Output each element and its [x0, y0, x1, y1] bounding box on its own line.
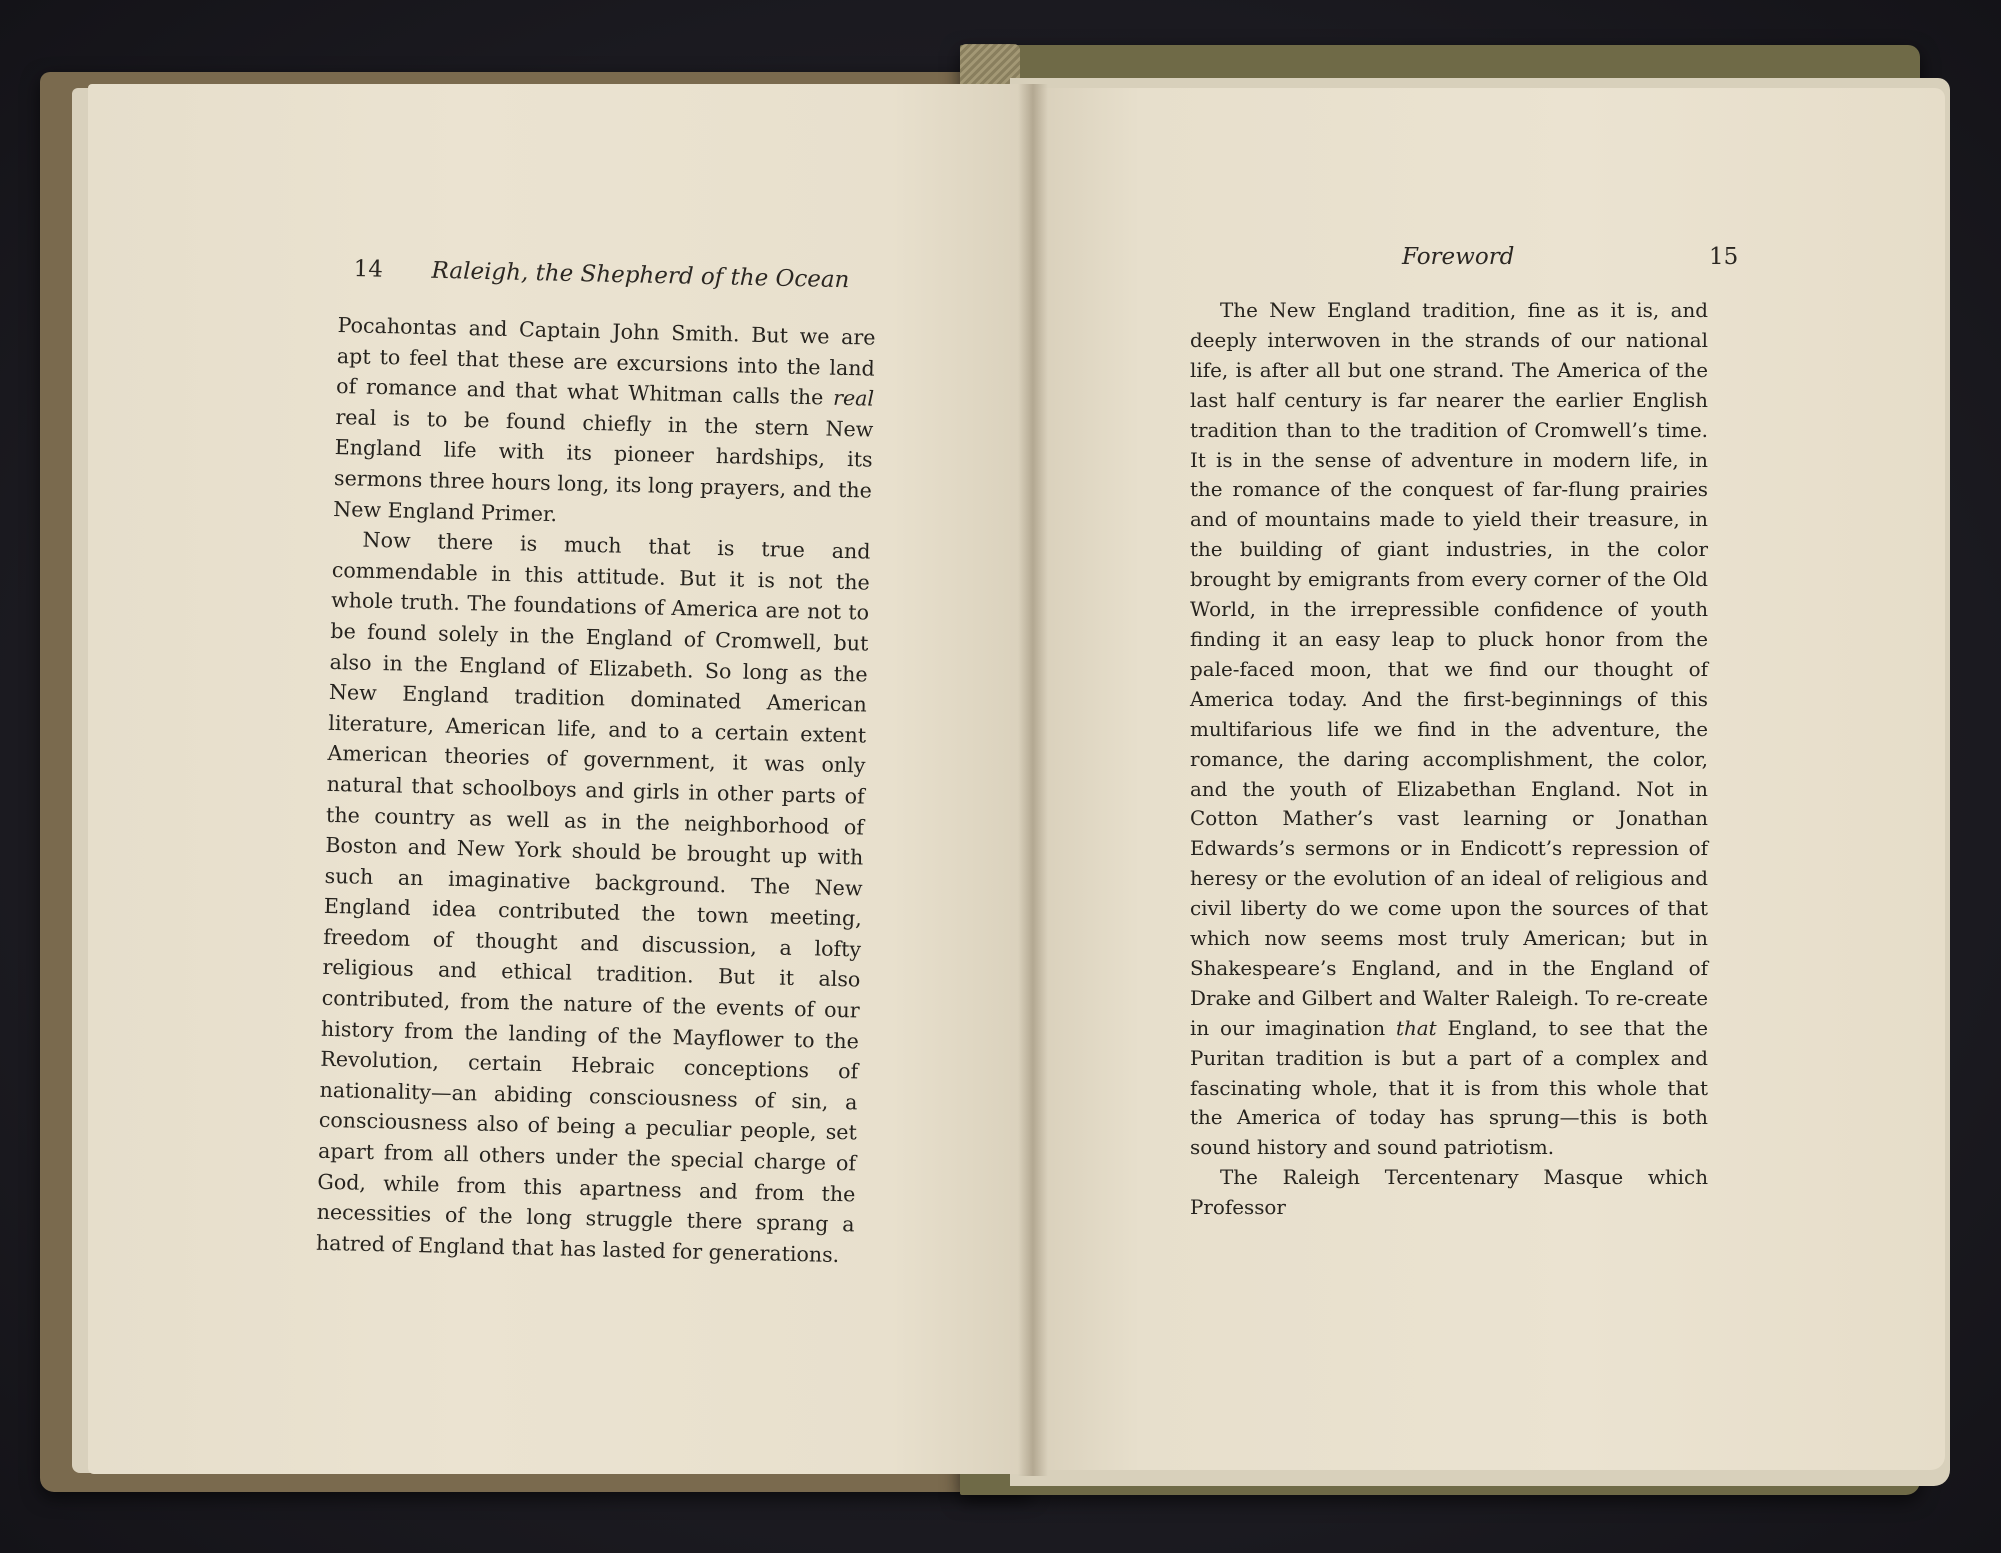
left-paragraph-1: Pocahontas and Captain John Smith. But we are apt to feel that these are excursions into the land of romance and that what Whitman calls the real real is to be found chiefly in the stern New England life with its pioneer hardships, its sermons three hours long, its long prayers, and the New England Primer.: [333, 312, 876, 526]
right-running-head: Foreword: [1402, 244, 1515, 270]
right-paragraph-1: The New England tradition, fine as it is, and deeply interwoven in the strands of our national life, is after all but one strand. The America of the last half century is far nearer the earlier English tradition than to the tradition of Cromwell’s time. It is in the sense of adventure in modern life, in the romance of the conquest of far-flung prairies and of mountains made to yield their treasure, in the building of giant industries, in the color brought by emigrants from every corner of the Old World, in the irrepressible confidence of youth finding it an easy leap to pluck honor from the pale-faced moon, that we find our thought of America today. And the first-beginnings of this multifarious life we find in the adventure, the romance, the daring accomplishment, the color, and the youth of Elizabethan England. Not in Cotton Mather’s vast learning or Jonathan Edwards’s sermons or in Endicott’s repression of heresy or the evolution of an ideal of religious and civil liberty do we come upon the sources of that which now seems most truly American; but in Shakespeare’s England, and in the England of Drake and Gilbert and Walter Raleigh. To re-create in our imagination that England, to see that the Puritan tradition is but a part of a complex and fascinating whole, that it is from this whole that the America of today has sprung—this is both sound history and sound patriotism.: [1190, 299, 1708, 1160]
left-running-head: Raleigh, the Shepherd of the Ocean: [431, 257, 850, 294]
left-page-number: 14: [353, 256, 384, 283]
left-paragraph-2: Now there is much that is true and commendable in this attitude. But it is not the whole truth. The foundations of America are not to be found solely in the England of Cromwell, but also in the England of Elizabeth. So long as the New England tradition dominated American literature, American life, and to a certain extent American theories of government, it was only natural that schoolboys and girls in other parts of the country as well as in the neighborhood of Boston and New York should be brought up with such an imaginative background. The New England idea contributed the town meeting, freedom of thought and discussion, a lofty religious and ethical tradition. But it also contributed, from the nature of the events of our history from the landing of the Mayflower to the Revolution, certain Hebraic conceptions of nationality—an abiding consciousness of sin, a consciousness also of being a peculiar people, set apart from all others under the special charge of God, while from this apartness and from the necessities of the long struggle there sprang a hatred of England that has lasted for generations.: [315, 527, 871, 1267]
left-page-body: [316, 310, 876, 1271]
right-page-number: 15: [1709, 244, 1739, 270]
right-paragraph-2: The Raleigh Tercentenary Masque which Professor: [1190, 1166, 1708, 1220]
right-page-header: [1402, 244, 1739, 270]
book-gutter: [1018, 84, 1048, 1476]
italic-emphasis: real: [832, 385, 875, 411]
italic-emphasis: that: [1396, 1016, 1437, 1040]
right-page-body: [1190, 296, 1708, 1223]
